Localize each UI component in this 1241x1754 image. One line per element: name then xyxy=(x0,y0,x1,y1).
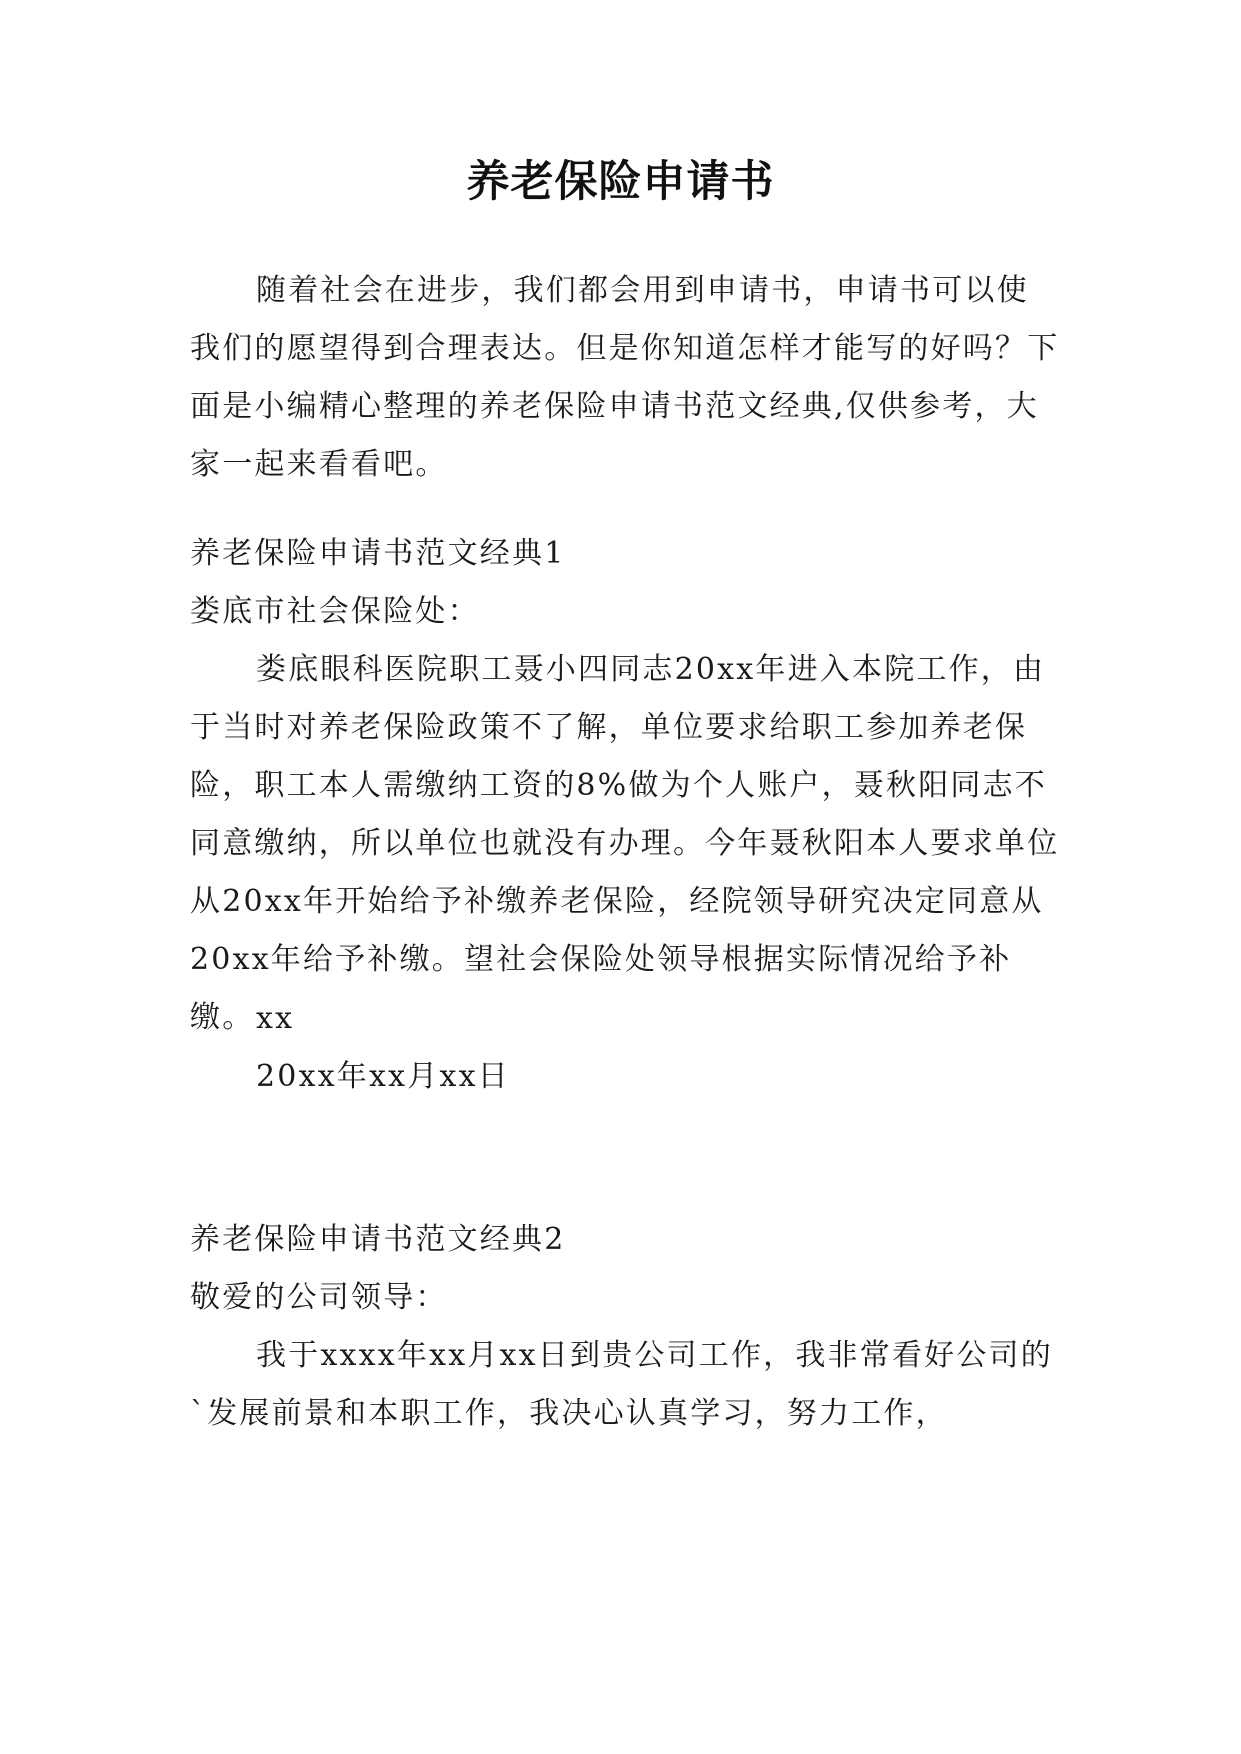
document-title: 养老保险申请书 xyxy=(466,157,775,207)
sample1-date: 20xx年xx月xx日 xyxy=(256,1059,510,1094)
sample2-heading: 养老保险申请书范文经典2 xyxy=(190,1222,566,1257)
sample1-heading: 养老保险申请书范文经典1 xyxy=(190,536,566,571)
sample2-salutation: 敬爱的公司领导： xyxy=(190,1280,448,1315)
sample1-body-paragraph: 娄底眼科医院职工聂小四同志20xx年进入本院工作，由于当时对养老保险政策不了解，单位要求给职工参加养老保险，职工本人需缴纳工资的8%做为个人账户，聂秋阳同志不同意缴纳，所以单位也就没有办理。今年聂秋阳本人要求单位从20xx年开始给予补缴养老保险，经院领导研究决定同意从20xx年给予补缴。望社会保险处领导根据实际情况给予补缴。 xyxy=(190,652,1060,1035)
sample1-signature: xx xyxy=(256,1001,295,1036)
sample1-salutation: 娄底市社会保险处： xyxy=(190,594,480,629)
sample2-body-paragraph: 我于xxxx年xx月xx日到贵公司工作，我非常看好公司的`发展前景和本职工作，我决心认真学习，努力工作， xyxy=(190,1338,1053,1431)
intro-paragraph: 随着社会在进步，我们都会用到申请书，申请书可以使我们的愿望得到合理表达。但是你知道怎样才能写的好吗？下面是小编精心整理的养老保险申请书范文经典,仅供参考，大家一起来看看吧。 xyxy=(190,273,1060,482)
